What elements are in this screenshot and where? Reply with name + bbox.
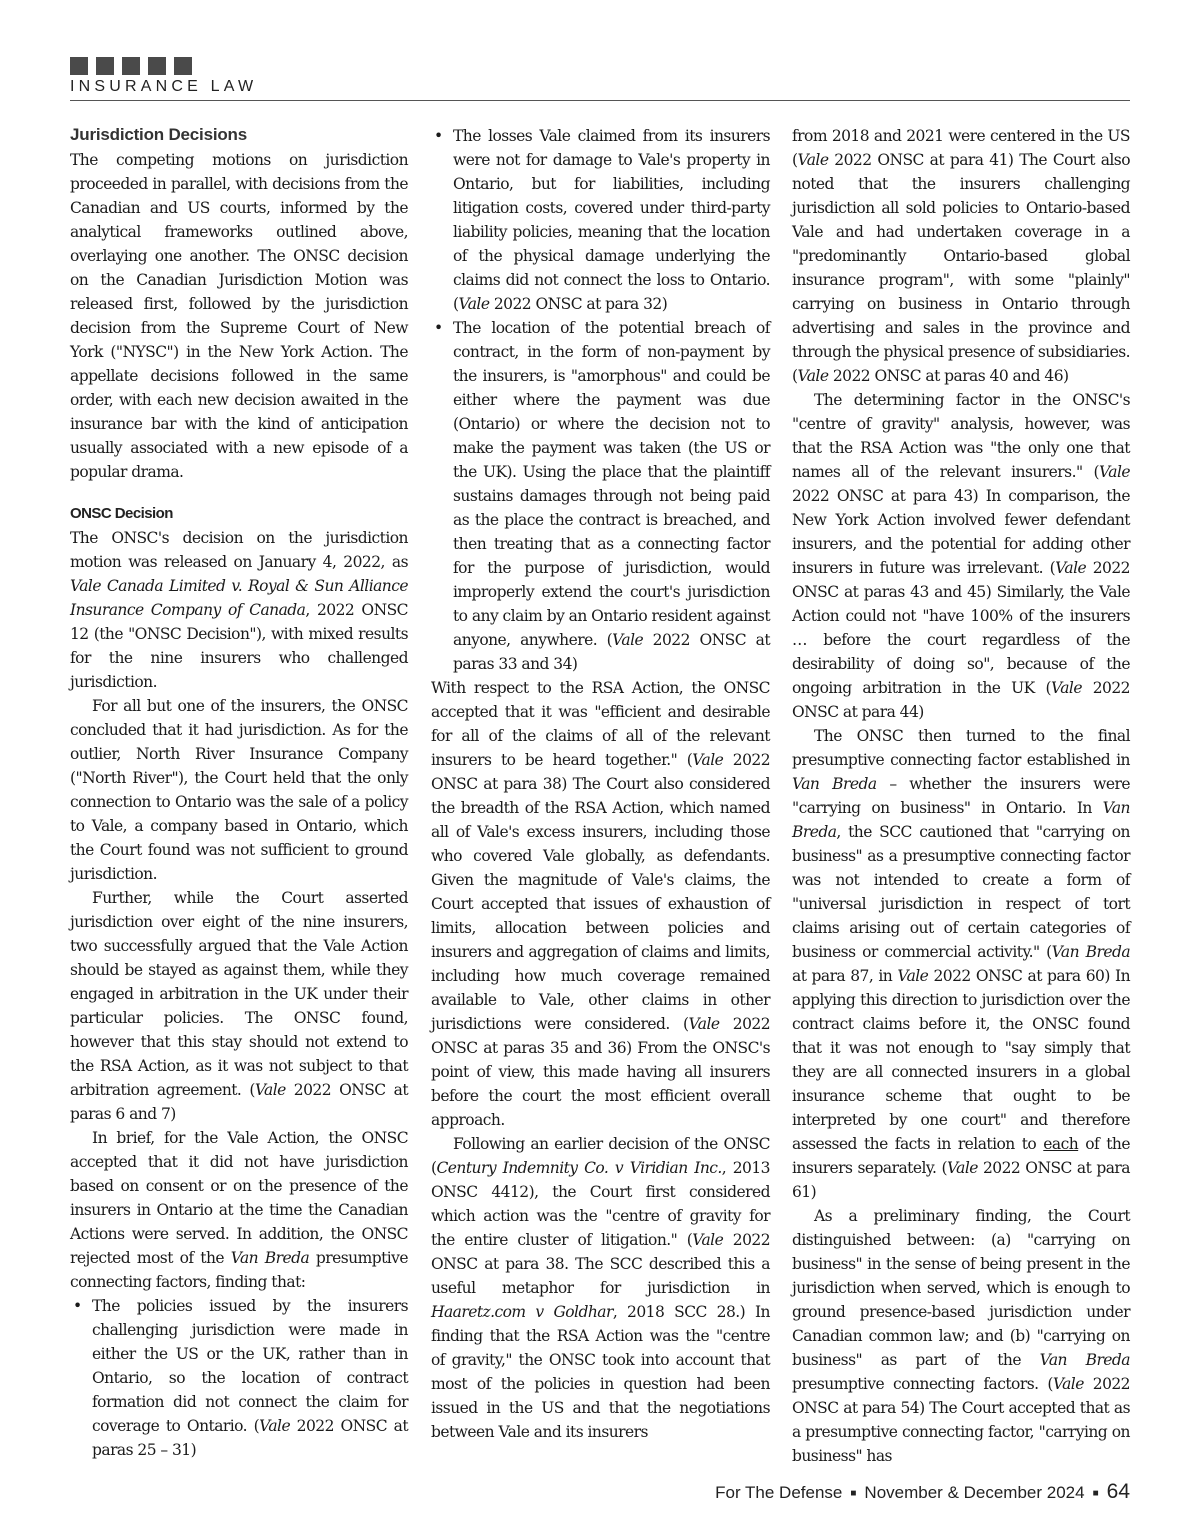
list-item: • The losses Vale claimed from its insurers were not for damage to Vale's property in Ontario, but for liabilities, including litigation costs, covered under third-party liability policies, meaning that the location of the physical damage underlying the claims did not connect the loss to Ontario. (Vale 2022 ONSC at para 32) [431, 124, 770, 316]
paragraph: Further, while the Court asserted jurisdiction over eight of the nine insurers, two successfully argued that the Vale Action should be stayed as against them, while they engaged in arbitration in the UK under their particular policies. The ONSC found, however that this stay should not extend to the RSA Action, as it was not subject to that arbitration agreement. (Vale 2022 ONSC at paras 6 and 7) [70, 889, 408, 1123]
page-number: 64 [1106, 1480, 1130, 1503]
square-icon [70, 57, 88, 75]
column-1 [70, 124, 408, 1462]
header-rule [70, 100, 1130, 101]
issue-date: November & December 2024 [864, 1483, 1085, 1502]
paragraph: In brief, for the Vale Action, the ONSC accepted that it did not have jurisdiction based on consent or on the presence of the insurers in Ontario at the time the Canadian Actions were served. In addition, the ONSC rejected most of the Van Breda presumptive connecting factors, finding that: [70, 1129, 409, 1291]
square-icon [122, 57, 140, 75]
square-icon [174, 57, 192, 75]
list-item: • The policies issued by the insurers challenging jurisdiction were made in either the US or the UK, rather than in Ontario, so the location of contract formation did not connect the claim for coverage to Ontario. (Vale 2022 ONSC at paras 25 – 31) [70, 1294, 408, 1462]
section-label: INSURANCE LAW [70, 78, 258, 95]
page-header [70, 57, 1130, 97]
paragraph: The determining factor in the ONSC's "centre of gravity" analysis, however, was that the RSA Action was "the only one that names all of the relevant insurers." (Vale 2022 ONSC at para 43) In comparison, the New York Action involved fewer defendant insurers, and the potential for adding other insurers in future was irrelevant. (Vale 2022 ONSC at paras 43 and 45) Similarly, the Vale Action could not "have 100% of the insurers … before the court regardless of the desirability of doing so", because of the ongoing arbitration in the UK (Vale 2022 ONSC at para 44) [792, 391, 1130, 721]
square-icon [96, 57, 114, 75]
separator-icon: ■ [850, 1488, 857, 1500]
paragraph: With respect to the RSA Action, the ONSC accepted that it was "efficient and desirable for all of the claims of all of the relevant insurers to be heard together." (Vale 2022 ONSC at para 38) The Court also considered the breadth of the RSA Action, which named all of Vale's excess insurers, including those who covered Vale globally, as defendants. Given the magnitude of Vale's claims, the Court accepted that issues of exhaustion of limits, allocation between policies and insurers and aggregation of claims and limits, including how much coverage remained available to Vale, other claims in other jurisdictions were considered. (Vale 2022 ONSC at paras 35 and 36) From the ONSC's point of view, this made having all insurers before the court the most efficient overall approach. [431, 679, 771, 1129]
square-icon [148, 57, 166, 75]
paragraph: The ONSC's decision on the jurisdiction motion was released on January 4, 2022, as Vale Canada Limited v. Royal & Sun Alliance Insurance Company of Canada, 2022 ONSC 12 (the "ONSC Decision"), with mixed results for the nine insurers who challenged jurisdiction. [70, 529, 408, 691]
paragraph: from 2018 and 2021 were centered in the US (Vale 2022 ONSC at para 41) The Court also noted that the insurers challenging jurisdiction all sold policies to Ontario-based Vale and had undertaken coverage in a "predominantly Ontario-based global insurance program", with some "plainly" carrying on business in Ontario through advertising and sales in the province and through the physical presence of subsidiaries. (Vale 2022 ONSC at paras 40 and 46) [792, 127, 1130, 385]
bullet-list [70, 1294, 408, 1462]
paragraph: For all but one of the insurers, the ONSC concluded that it had jurisdiction. As for the outlier, North River Insurance Company ("North River"), the Court held that the only connection to Ontario was the sale of a policy to Vale, a company based in Ontario, which the Court found was not sufficient to ground jurisdiction. [70, 697, 408, 883]
heading-jurisdiction-decisions: Jurisdiction Decisions [70, 125, 247, 144]
publication-name: For The Defense [715, 1483, 843, 1502]
page-footer [715, 1480, 1130, 1504]
column-2 [431, 124, 770, 1444]
list-item: • The location of the potential breach of contract, in the form of non-payment by the insurers, is "amorphous" and could be either where the payment was due (Ontario) or where the decision not to make the payment was taken (the US or the UK). Using the place that the plaintiff sustains damages through not being paid as the place the contract is breached, and then treating that as a connecting factor for the purpose of jurisdiction, would improperly extend the court's jurisdiction to any claim by an Ontario resident against anyone, anywhere. (Vale 2022 ONSC at paras 33 and 34) [431, 316, 770, 676]
header-squares-logo [70, 57, 1130, 75]
paragraph: Following an earlier decision of the ONSC (Century Indemnity Co. v Viridian Inc., 2013 ONSC 4412), the Court first considered which action was the "centre of gravity for the entire cluster of litigation." (Vale 2022 ONSC at para 38. The SCC described this a useful metaphor for jurisdiction in Haaretz.com v Goldhar, 2018 SCC 28.) In finding that the RSA Action was the "centre of gravity," the ONSC took into account that most of the policies in question had been issued in the US and that the negotiations between Vale and its insurers [431, 1135, 771, 1441]
paragraph: The ONSC then turned to the final presumptive connecting factor established in Van Breda – whether the insurers were "carrying on business" in Ontario. In Van Breda, the SCC cautioned that "carrying on business" as a presumptive connecting factor was not intended to create a form of "universal jurisdiction in respect of tort claims arising out of certain categories of business or commercial activity." (Van Breda at para 87, in Vale 2022 ONSC at para 60) In applying this direction to jurisdiction over the contract claims before it, the ONSC found that it was not enough to "say simply that they are all connected insurers in a global insurance scheme that ought to be interpreted by one court" and therefore assessed the facts in relation to each of the insurers separately. (Vale 2022 ONSC at para 61) [792, 727, 1131, 1201]
paragraph: The competing motions on jurisdiction proceeded in parallel, with decisions from the Canadian and US courts, informed by the analytical frameworks outlined above, overlaying one another. The ONSC decision on the Canadian Jurisdiction Motion was released first, followed by the jurisdiction decision from the Supreme Court of New York ("NYSC") in the New York Action. The appellate decisions followed in the same order, with each new decision awaited in the insurance bar with the kind of anticipation usually associated with a new episode of a popular drama. [70, 151, 408, 481]
separator-icon: ■ [1092, 1488, 1099, 1500]
column-3 [792, 124, 1130, 1468]
heading-onsc-decision: ONSC Decision [70, 505, 173, 522]
bullet-list [431, 124, 770, 676]
paragraph: As a preliminary finding, the Court distinguished between: (a) "carrying on business" in the sense of being present in the jurisdiction when served, which is enough to ground presence-based jurisdiction under Canadian common law; and (b) "carrying on business" as part of the Van Breda presumptive connecting factors. (Vale 2022 ONSC at para 54) The Court accepted that as a presumptive connecting factor, "carrying on business" has [792, 1207, 1130, 1465]
